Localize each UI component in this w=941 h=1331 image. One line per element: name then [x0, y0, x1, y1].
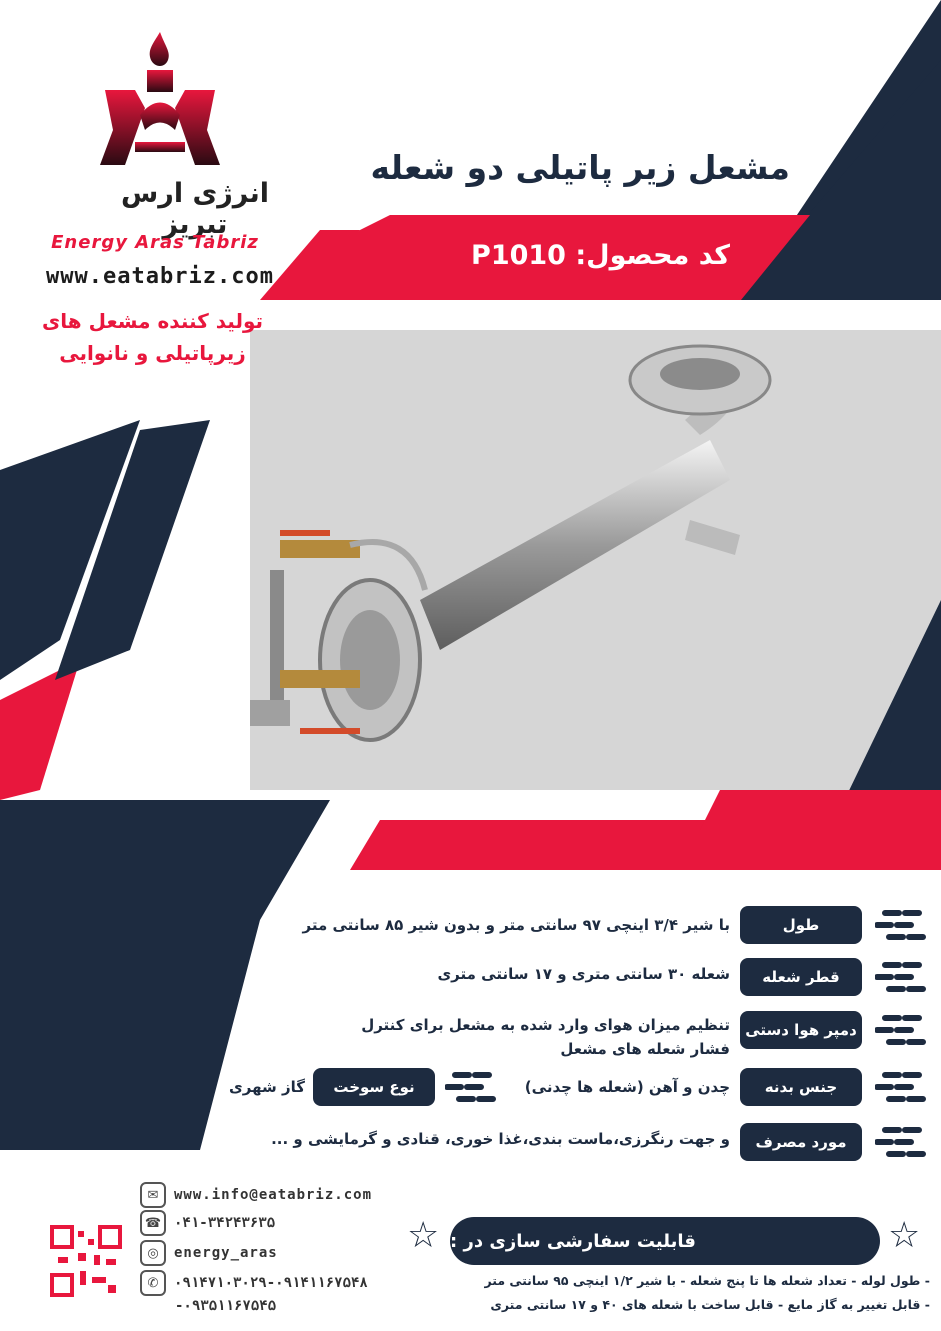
spec-label-length: طول [740, 906, 862, 944]
contact-mobile[interactable]: ✆ ۰۹۱۴۷۱۰۳۰۲۹-۰۹۱۴۱۱۶۷۵۴۸ [140, 1270, 368, 1296]
dash-lines-icon [875, 905, 933, 945]
flame-gear-logo [95, 30, 225, 170]
dash-lines-icon [875, 1067, 933, 1107]
dash-lines-icon [445, 1067, 503, 1107]
spec-value-usage: و جهت رنگرزی،ماست بندی،غذا خوری، قنادی و گرمایشی و ... [271, 1130, 730, 1148]
contact-mobile-2[interactable]: -۰۹۳۵۱۱۶۷۵۴۵ [175, 1298, 277, 1314]
dash-lines-icon [875, 1122, 933, 1162]
star-icon: ☆ [888, 1215, 921, 1256]
instagram-icon: ◎ [140, 1240, 166, 1266]
dash-lines-icon [875, 957, 933, 997]
spec-value-air-damper: تنظیم میزان هوای وارد شده به مشعل برای کنترل فشار شعله های مشعل [361, 1016, 730, 1058]
burner-product-photo [240, 340, 840, 810]
customization-line1: - طول لوله - تعداد شعله ها تا پنج شعله - با شیر ۱/۲ اینچی ۹۵ سانتی متر [484, 1273, 930, 1288]
spec-label-fuel-type: نوع سوخت [313, 1068, 435, 1106]
spec-label-usage: مورد مصرف [740, 1123, 862, 1161]
customization-line2: - قابل تغییر به گاز مایع - قابل ساخت با شعله های ۴۰ و ۱۷ سانتی متری [490, 1297, 930, 1312]
contact-email[interactable]: ✉ www.info@eatabriz.com [140, 1182, 372, 1208]
tagline-line1: تولید کننده مشعل های [41, 309, 264, 333]
product-code: کد محصول: P1010 [471, 240, 730, 271]
spec-label-air-damper: دمپر هوا دستی [740, 1011, 862, 1049]
email-icon: ✉ [140, 1182, 166, 1208]
qr-code-icon[interactable] [50, 1225, 122, 1297]
spec-label-body-material: جنس بدنه [740, 1068, 862, 1106]
brand-tagline [40, 305, 265, 369]
phone-icon: ☎ [140, 1210, 166, 1236]
dash-lines-icon [875, 1010, 933, 1050]
brand-website[interactable]: www.eatabriz.com [46, 264, 274, 289]
spec-value-flame-diameter: شعله ۳۰ سانتی متری و ۱۷ سانتی متری [437, 965, 730, 983]
customization-title: قابلیت سفارشی سازی در : [450, 1217, 880, 1265]
contact-phone[interactable]: ☎ ۰۴۱-۳۴۲۴۳۶۳۵ [140, 1210, 275, 1236]
whatsapp-icon: ✆ [140, 1270, 166, 1296]
spec-value-length: با شیر ۳/۴ اینچی ۹۷ سانتی متر و بدون شیر ۸۵ سانتی متر [302, 916, 730, 934]
spec-value-fuel-type: گاز شهری [229, 1078, 305, 1096]
tagline-line2: زیرپاتیلی و نانوایی [59, 341, 246, 365]
brand-name-en: Energy Aras Tabriz [51, 232, 259, 253]
brand-name-fa: انرژی ارس تبریز [121, 178, 269, 240]
product-title: مشعل زیر پاتیلی دو شعله [370, 148, 790, 187]
spec-label-flame-diameter: قطر شعله [740, 958, 862, 996]
star-icon: ☆ [407, 1215, 440, 1256]
contact-instagram[interactable]: ◎ energy_aras [140, 1240, 278, 1266]
spec-value-body-material: چدن و آهن (شعله ها چدنی) [524, 1078, 730, 1096]
